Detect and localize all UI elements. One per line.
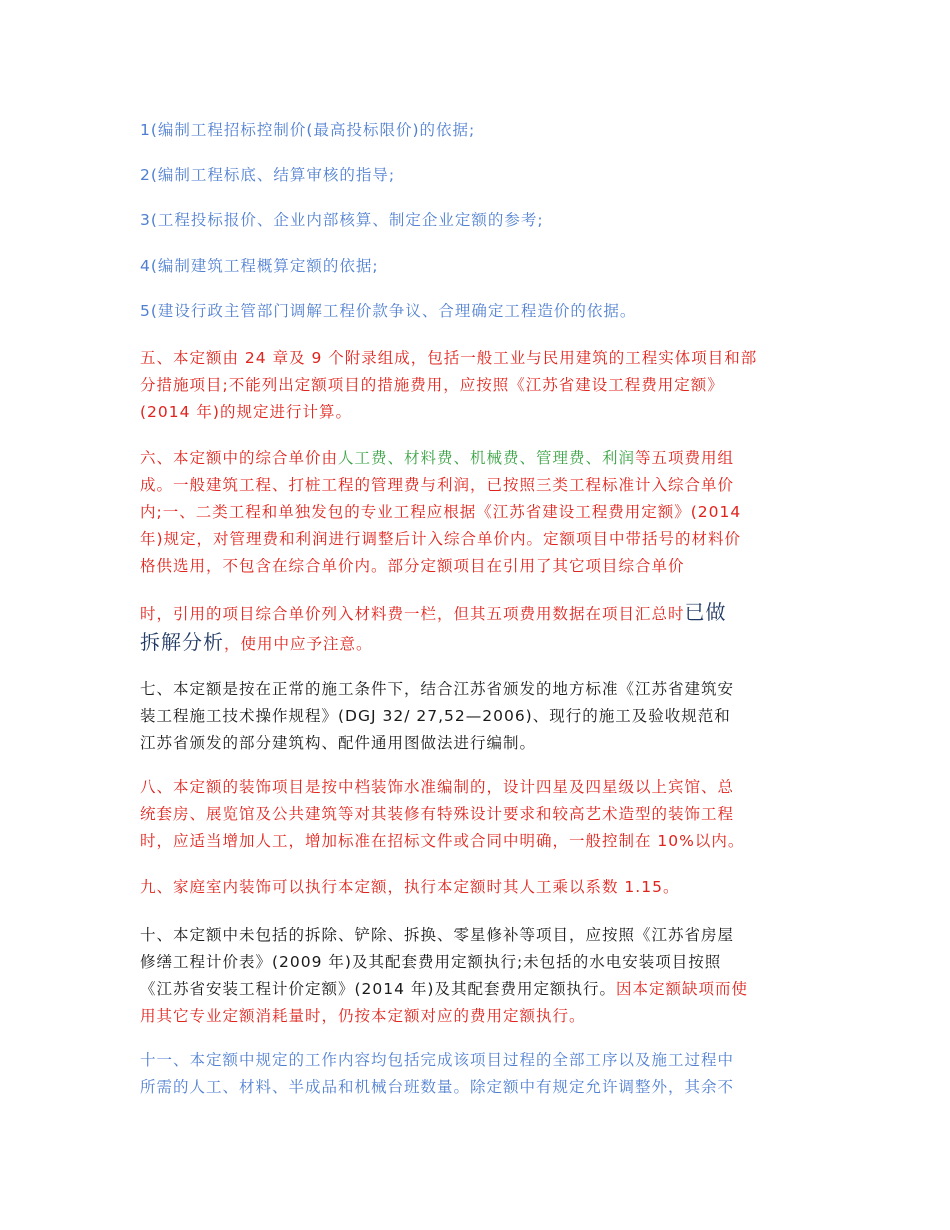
paragraph-10-line-4: 用其它专业定额消耗量时，仍按本定额对应的费用定额执行。 [140,1007,586,1025]
emphasis-text-1: 已做 [684,600,727,624]
paragraph-8 [140,774,820,855]
emphasis-text-2: 拆解分析 [140,630,224,654]
paragraph-6-line-6-text: 时，引用的项目综合单价列入材料费一栏，但其五项费用数据在项目汇总时 [140,605,685,623]
paragraph-10-highlight: 因本定额缺项而使 [615,980,748,998]
paragraph-5-line-3: (2014 年)的规定进行计算。 [140,403,352,421]
paragraph-10-line-1: 十、本定额中未包括的拆除、铲除、拆换、零星修补等项目，应按照《江苏省房屋 [140,926,735,944]
list-item-1: 1(编制工程招标控制价(最高投标限价)的依据; [140,121,476,139]
paragraph-11 [140,1047,820,1101]
paragraph-10-line-3-text: 《江苏省安装工程计价定额》(2014 年)及其配套费用定额执行。 [140,980,616,998]
paragraph-6-line-3: 内;一、二类工程和单独发包的专业工程应根据《江苏省建设工程费用定额》(2014 [140,503,742,521]
list-item-3: 3(工程投标报价、企业内部核算、制定企业定额的参考; [140,211,544,229]
paragraph-5-line-1: 五、本定额由 24 章及 9 个附录组成，包括一般工业与民用建筑的工程实体项目和部 [140,349,758,367]
paragraph-7-line-2: 装工程施工技术操作规程》(DGJ 32/ 27,52—2006)、现行的施工及验收规范和 [140,707,731,725]
paragraph-5 [140,345,820,426]
paragraph-7-line-1: 七、本定额是按在正常的施工条件下，结合江苏省颁发的地方标准《江苏省建筑安 [140,680,735,698]
paragraph-8-line-1: 八、本定额的装饰项目是按中档装饰水准编制的，设计四星及四星级以上宾馆、总 [140,778,735,796]
paragraph-6-line-7 [140,627,820,657]
paragraph-8-line-3: 时，应适当增加人工，增加标准在招标文件或合同中明确，一般控制在 10%以内。 [140,832,745,850]
paragraph-6-line-6 [140,597,820,627]
paragraph-6-intro: 六、本定额中的综合单价由 [140,449,339,467]
paragraph-6-line-5: 格供选用，不包含在综合单价内。部分定额项目在引用了其它项目综合单价 [140,557,685,575]
paragraph-5-line-2: 分措施项目;不能列出定额项目的措施费用，应按照《江苏省建设工程费用定额》 [140,376,724,394]
paragraph-10-line-3 [140,976,820,1003]
paragraph-7-line-3: 江苏省颁发的部分建筑构、配件通用图做法进行编制。 [140,734,537,752]
paragraph-6-intro-end: 等五项费用组 [635,449,735,467]
list-item-4: 4(编制建筑工程概算定额的依据; [140,257,379,275]
paragraph-6-line-4: 年)规定，对管理费和利润进行调整后计入综合单价内。定额项目中带括号的材料价 [140,530,742,548]
paragraph-11-line-1: 十一、本定额中规定的工作内容均包括完成该项目过程的全部工序以及施工过程中 [140,1051,735,1069]
paragraph-6-continued [140,597,820,657]
paragraph-6-line-7-text: ，使用中应予注意。 [224,635,373,653]
paragraph-9: 九、家庭室内装饰可以执行本定额，执行本定额时其人工乘以系数 1.15。 [140,878,680,896]
list-item-2: 2(编制工程标底、结算审核的指导; [140,166,396,184]
paragraph-7 [140,676,820,757]
paragraph-10-line-2: 修缮工程计价表》(2009 年)及其配套费用定额执行;未包括的水电安装项目按照 [140,953,722,971]
paragraph-6-line-1 [140,445,820,472]
paragraph-11-line-2: 所需的人工、材料、半成品和机械台班数量。除定额中有规定允许调整外，其余不 [140,1078,735,1096]
paragraph-6 [140,445,820,580]
paragraph-6-line-2: 成。一般建筑工程、打桩工程的管理费与利润，已按照三类工程标准计入综合单价 [140,476,735,494]
paragraph-10 [140,922,820,1030]
list-item-5: 5(建设行政主管部门调解工程价款争议、合理确定工程造价的依据。 [140,302,637,320]
paragraph-8-line-2: 统套房、展览馆及公共建筑等对其装修有特殊设计要求和较高艺术造型的装饰工程 [140,805,735,823]
cost-components: 人工费、材料费、机械费、管理费、利润 [338,449,636,467]
